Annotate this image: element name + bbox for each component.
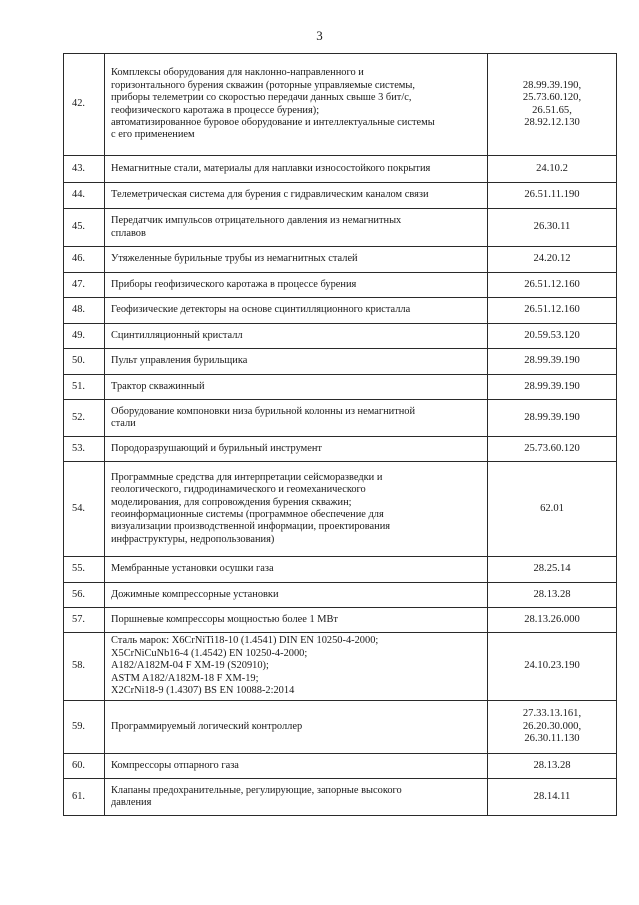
row-number: 52. xyxy=(64,400,105,437)
table-row xyxy=(64,400,617,437)
table-row xyxy=(64,633,617,701)
description-line: Пульт управления бурильщика xyxy=(111,355,248,367)
description-line: Дожимные компрессорные установки xyxy=(111,588,279,600)
description-line: A182/A182M-04 F XM-19 (S20910); xyxy=(111,660,269,672)
code-line: 28.13.26.000 xyxy=(524,613,580,625)
row-description xyxy=(105,583,488,608)
description-line: Компрессоры отпарного газа xyxy=(111,759,239,771)
row-okpd-code xyxy=(488,54,617,156)
table-row xyxy=(64,557,617,583)
row-description xyxy=(105,183,488,209)
code-line: 20.59.53.120 xyxy=(524,329,580,341)
row-description xyxy=(105,754,488,779)
description-line: Комплексы оборудования для наклонно-направленного и xyxy=(111,67,364,79)
code-line: 24.20.12 xyxy=(533,253,571,265)
row-okpd-code xyxy=(488,701,617,754)
row-number: 50. xyxy=(64,349,105,375)
row-number: 49. xyxy=(64,324,105,349)
code-line: 24.10.2 xyxy=(536,162,568,174)
row-number: 61. xyxy=(64,779,105,816)
code-line: 26.30.11 xyxy=(533,221,571,233)
row-okpd-code xyxy=(488,608,617,633)
code-line: 28.99.39.190, xyxy=(522,79,582,91)
row-okpd-code xyxy=(488,183,617,209)
description-line: Трактор скважинный xyxy=(111,380,205,392)
description-line: сплавов xyxy=(111,227,146,239)
row-okpd-code xyxy=(488,754,617,779)
row-number: 53. xyxy=(64,437,105,462)
description-line: Клапаны предохранительные, регулирующие, запорные высокого xyxy=(111,784,402,796)
row-description xyxy=(105,156,488,183)
row-description xyxy=(105,462,488,557)
row-number: 44. xyxy=(64,183,105,209)
row-description xyxy=(105,209,488,247)
description-line: ASTM A182/A182M-18 F XM-19; xyxy=(111,672,259,684)
row-okpd-code xyxy=(488,462,617,557)
table-row xyxy=(64,183,617,209)
code-line: 28.92.12.130 xyxy=(524,116,580,128)
code-line: 28.25.14 xyxy=(533,563,571,575)
description-line: приборы телеметрии со скоростью передачи данных свыше 3 бит/с, xyxy=(111,92,412,104)
description-line: Сталь марок: X6CrNiTi18-10 (1.4541) DIN EN 10250-4-2000; xyxy=(111,635,379,647)
row-description xyxy=(105,375,488,400)
row-number: 43. xyxy=(64,156,105,183)
description-line: Программные средства для интерпретации сейсморазведки и xyxy=(111,471,383,483)
code-line: 26.30.11.130 xyxy=(524,733,580,745)
description-line: Немагнитные стали, материалы для наплавки износостойкого покрытия xyxy=(111,162,431,174)
description-line: Геофизические детекторы на основе сцинтилляционного кристалла xyxy=(111,304,411,316)
code-line: 25.73.60.120 xyxy=(524,442,580,454)
row-description xyxy=(105,54,488,156)
row-number: 42. xyxy=(64,54,105,156)
row-okpd-code xyxy=(488,557,617,583)
code-line: 26.51.11.190 xyxy=(524,189,580,201)
code-line: 62.01 xyxy=(540,502,564,514)
row-description xyxy=(105,324,488,349)
table-row xyxy=(64,608,617,633)
row-description xyxy=(105,701,488,754)
row-number: 58. xyxy=(64,633,105,701)
row-okpd-code xyxy=(488,209,617,247)
code-line: 28.13.28 xyxy=(533,588,571,600)
table-row xyxy=(64,754,617,779)
description-line: инфраструктуры, недропользования) xyxy=(111,533,275,545)
row-number: 51. xyxy=(64,375,105,400)
table-row xyxy=(64,273,617,298)
equipment-table xyxy=(63,53,617,816)
description-line: Приборы геофизического каротажа в процессе бурения xyxy=(111,278,357,290)
code-line: 24.10.23.190 xyxy=(524,660,580,672)
row-number: 46. xyxy=(64,247,105,273)
description-line: X2CrNi18-9 (1.4307) BS EN 10088-2:2014 xyxy=(111,685,295,697)
row-okpd-code xyxy=(488,779,617,816)
table-row xyxy=(64,349,617,375)
row-description xyxy=(105,633,488,701)
description-line: Сцинтилляционный кристалл xyxy=(111,329,243,341)
row-number: 55. xyxy=(64,557,105,583)
table-row xyxy=(64,701,617,754)
row-okpd-code xyxy=(488,583,617,608)
row-number: 47. xyxy=(64,273,105,298)
description-line: геофизического каротажа в процессе бурения); xyxy=(111,104,320,116)
description-line: Мембранные установки осушки газа xyxy=(111,563,274,575)
table-row xyxy=(64,324,617,349)
row-number: 57. xyxy=(64,608,105,633)
description-line: Программируемый логический контроллер xyxy=(111,720,303,732)
description-line: геологического, гидродинамического и геомеханического xyxy=(111,484,366,496)
code-line: 28.14.11 xyxy=(533,790,571,802)
row-okpd-code xyxy=(488,273,617,298)
table-row xyxy=(64,247,617,273)
description-line: Утяжеленные бурильные трубы из немагнитных сталей xyxy=(111,253,358,265)
description-line: стали xyxy=(111,418,136,429)
description-line: Передатчик импульсов отрицательного давления из немагнитных xyxy=(111,215,402,227)
table-row xyxy=(64,54,617,156)
row-number: 48. xyxy=(64,298,105,324)
row-okpd-code xyxy=(488,375,617,400)
description-line: автоматизированное буровое оборудование и интеллектуальные системы xyxy=(111,116,435,128)
code-line: 28.99.39.190 xyxy=(524,355,580,367)
row-okpd-code xyxy=(488,324,617,349)
table-row xyxy=(64,437,617,462)
description-line: давления xyxy=(111,797,152,808)
row-description xyxy=(105,247,488,273)
description-line: горизонтального бурения скважин (роторные управляемые системы, xyxy=(111,79,415,91)
table-row xyxy=(64,156,617,183)
row-number: 60. xyxy=(64,754,105,779)
row-okpd-code xyxy=(488,633,617,701)
table-row xyxy=(64,779,617,816)
table-row xyxy=(64,583,617,608)
description-line: моделирования, для сопровождения бурения скважин; xyxy=(111,496,352,508)
code-line: 27.33.13.161, xyxy=(522,708,582,720)
row-description xyxy=(105,437,488,462)
description-line: Породоразрушающий и бурильный инструмент xyxy=(111,442,322,454)
code-line: 26.51.65, xyxy=(532,104,572,116)
description-line: с его применением xyxy=(111,129,195,141)
row-number: 45. xyxy=(64,209,105,247)
row-description xyxy=(105,557,488,583)
row-number: 54. xyxy=(64,462,105,557)
code-line: 28.99.39.190 xyxy=(524,411,580,423)
page-number: 3 xyxy=(316,28,323,43)
description-line: визуализации производственной информации, проектирования xyxy=(111,521,391,533)
description-line: Поршневые компрессоры мощностью более 1 МВт xyxy=(111,613,338,625)
code-line: 25.73.60.120, xyxy=(522,92,582,104)
row-description xyxy=(105,608,488,633)
code-line: 28.13.28 xyxy=(533,759,571,771)
row-okpd-code xyxy=(488,437,617,462)
table-row xyxy=(64,462,617,557)
code-line: 26.20.30.000, xyxy=(522,720,582,732)
description-line: геоинформационные системы (программное обеспечение для xyxy=(111,509,384,520)
description-line: X5CrNiCuNb16-4 (1.4542) EN 10250-4-2000; xyxy=(111,647,308,659)
row-okpd-code xyxy=(488,298,617,324)
row-number: 59. xyxy=(64,701,105,754)
description-line: Телеметрическая система для бурения с гидравлическим каналом связи xyxy=(111,189,429,201)
row-description xyxy=(105,349,488,375)
table-row xyxy=(64,209,617,247)
code-line: 26.51.12.160 xyxy=(524,304,580,316)
row-okpd-code xyxy=(488,247,617,273)
row-number: 56. xyxy=(64,583,105,608)
table-row xyxy=(64,298,617,324)
table-row xyxy=(64,375,617,400)
table-body xyxy=(64,54,617,816)
row-description xyxy=(105,400,488,437)
code-line: 28.99.39.190 xyxy=(524,380,580,392)
row-okpd-code xyxy=(488,349,617,375)
row-description xyxy=(105,273,488,298)
row-description xyxy=(105,779,488,816)
row-okpd-code xyxy=(488,156,617,183)
description-line: Оборудование компоновки низа бурильной колонны из немагнитной xyxy=(111,405,416,417)
row-description xyxy=(105,298,488,324)
row-okpd-code xyxy=(488,400,617,437)
code-line: 26.51.12.160 xyxy=(524,278,580,290)
